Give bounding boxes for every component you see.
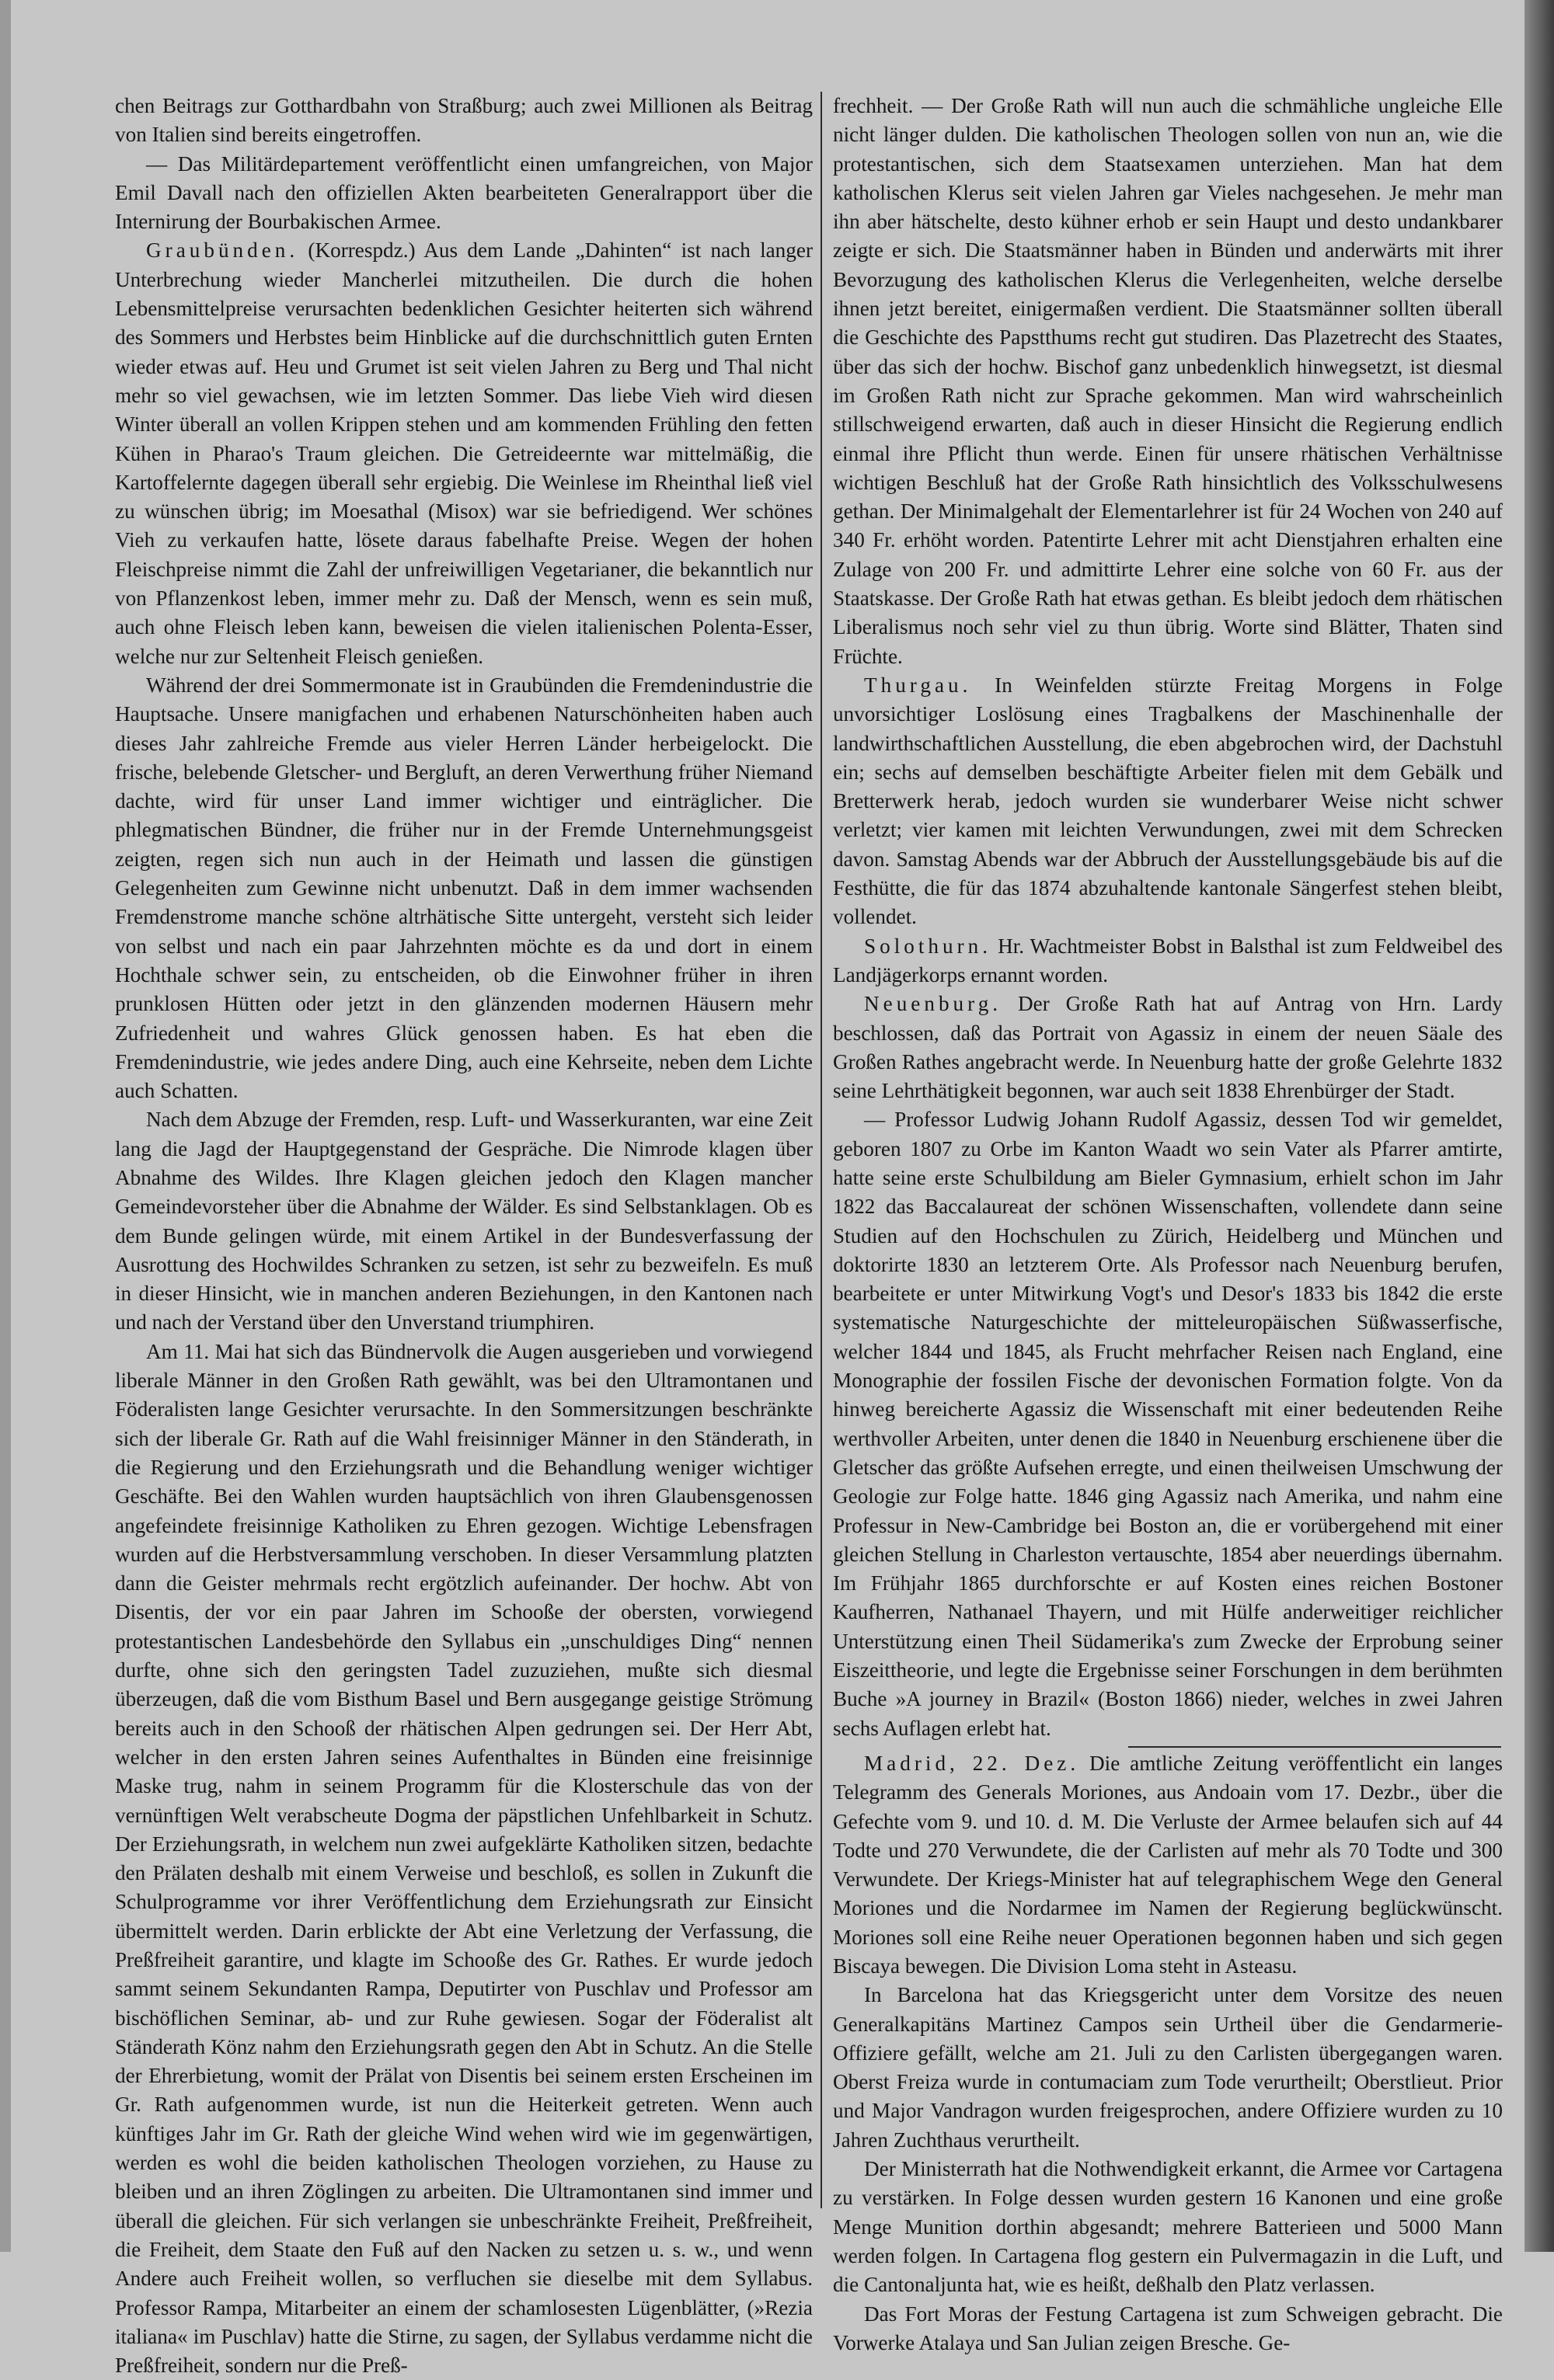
article-madrid — [833, 1749, 1503, 1981]
dateline: Solothurn. — [864, 934, 992, 958]
article-thurgau — [833, 671, 1503, 932]
page-edge-left — [0, 0, 11, 2252]
paragraph-militaerdepartement: — Das Militärdepartement veröffentlicht einen umfangreichen, von Major Emil Davall nach den offiziellen Akten bearbeiteten Generalrapport über die Internirung der Bourbakischen Armee. — [115, 151, 813, 234]
article-text: In Weinfelden stürzte Freitag Morgens in Folge unvorsichtiger Loslösung eines Tragbalkens der Maschinenhalle der landwirthschaftlichen Ausstellung, die eben abgebrochen wird, der Dachstuhl ein; sechs auf demselben beschäftigte Arbeiter fielen mit dem Gebälk und Bretterwerk herab, jedoch wurden sie wunderbarer Weise nicht schwer verletzt; vier kamen mit leichten Verwundungen, zwei mit dem Schrecken davon. Samstag Abends war der Abbruch der Ausstellungsgebäude bis auf die Festhütte, die für das 1874 abzuhaltende kantonale Sängerfest stehen bleibt, vollendet. — [833, 673, 1503, 929]
article-solothurn — [833, 932, 1503, 990]
dateline: Graubünden. — [146, 238, 299, 263]
article-graubuenden — [115, 236, 813, 670]
paragraph-grosser-rath: Am 11. Mai hat sich das Bündnervolk die Augen ausgerieben und vorwiegend liberale Männer in den Großen Rath gewählt, was bei den Ultramontanen und Föderalisten lange Gesichter verursachte. In den Sommersitzungen beschränkte sich der liberale Gr. Rath auf die Wahl freisinniger Männer in den Ständerath, in die Regierung und den Erziehungsrath und die Behandlung weniger wichtiger Geschäfte. Bei den Wahlen wurden hauptsächlich von ihren Glaubensgenossen angefeindete freisinnige Katholiken zu Ehren gezogen. Wichtige Lebensfragen wurden auf die Herbstversammlung verschoben. In dieser Versammlung platzten dann die Geister mehrmals recht ergötzlich aufeinander. Der hochw. Abt von Disentis, der vor ein paar Jahren im Schooße der obersten, vorwiegend protestantischen Landesbehörde den Syllabus ein „unschuldiges Ding“ nennen durfte, ohne sich den geringsten Tadel zuzuziehen, mußte sich diesmal überzeugen, daß die vom Bisthum Basel und Bern ausgegange geistige Strömung bereits auch in den Schooß der rhätischen Alpen gedrungen sei. Der Herr Abt, welcher in den ersten Jahren seines Aufenthaltes in Bünden eine freisinnige Maske trug, nahm in seinem Programm für die Klosterschule das von der vernünftigen Welt verabscheute Dogma der päpstlichen Unfehlbarkeit in Schutz. Der Erziehungsrath, in welchem nun zwei aufgeklärte Katholiken sitzen, bedachte den Prälaten deshalb mit einem Verweise und beschloß, es sollen in Zukunft die Schulprogramme vor ihrer Veröffentlichung dem Erziehungsrath zur Einsicht übermittelt werden. Darin erblickte der Abt eine Verletzung der Verfassung, die Preßfreiheit garantire, und klagte im Schooße des Gr. Rathes. Er wurde jedoch sammt seinem Sekundanten Rampa, Deputirter von Puschlav und Professor am bischöflichen Seminar, ab- und zur Ruhe gewiesen. Sogar der Föderalist alt Ständerath Könz nahm den Erziehungsrath gegen den Abt in Schutz. An die Stelle der Ehrerbietung, womit der Prälat von Disentis bei seinem ersten Erscheinen im Gr. Rath aufgenommen wurde, ist nun die Heiterkeit getreten. Wenn auch künftiges Jahr im Gr. Rath der gleiche Wind wehen wird wie im gegenwärtigen, werden es wohl die beiden katholischen Theologen vorziehen, zu Hause zu bleiben und an ihren Zöglingen zu arbeiten. Die Ultramontanen sind immer und überall die gleichen. Für sich verlangen sie unbeschränkte Freiheit, Preßfreiheit, die Freiheit, dem Staate den Fuß auf den Nacken zu setzen u. s. w., und wenn Andere auch Freiheit wollen, so verfluchen sie dieselbe mit dem Syllabus. Professor Rampa, Mitarbeiter an einem der schamlosesten Lügenblätter, (»Rezia italiana« im Puschlav) hatte die Stirne, zu sagen, der Syllabus verdamme nicht die Preßfreiheit, sondern nur die Preß- — [115, 1339, 813, 2378]
page-binding-edge — [1524, 0, 1554, 2252]
paragraph-jagd: Nach dem Abzuge der Fremden, resp. Luft- und Wasserkuranten, war eine Zeit lang die Jagd der Hauptgegenstand der Gespräche. Die Nimrode klagen über Abnahme des Wildes. Ihre Klagen gleichen jedoch den Klagen mancher Gemeindevorsteher über die Abnahme der Wälder. Es sind Selbstanklagen. Ob es dem Bunde gelingen würde, mit einem Artikel in der Bundesverfassung der Ausrottung des Hochwildes Schranken zu setzen, ist sehr zu bezweifeln. Es muß in dieser Hinsicht, wie in manchen anderen Beziehungen, in den Kantonen nach und nach der Verstand über den Unverstand triumphiren. — [115, 1108, 813, 1334]
article-text: Die amtliche Zeitung veröffentlicht ein langes Telegramm des Generals Moriones, aus Andoain vom 17. Dezbr., über die Gefechte vom 9. und 10. d. M. Die Verluste der Armee belaufen sich auf 44 Todte und 270 Verwundete, die der Carlisten auf mehr als 70 Todte und 300 Verwundete. Der Kriegs-Minister hat auf telegraphischem Wege den General Moriones und die Nordarmee im Namen der Regierung beglückwünscht. Moriones soll eine Reihe neuer Operationen begonnen haben und sich gegen Biscaya bewegen. Die Division Loma steht in Asteasu. — [833, 1751, 1503, 1978]
section-rule — [1128, 1746, 1501, 1748]
paragraph-agassiz: — Professor Ludwig Johann Rudolf Agassiz, dessen Tod wir gemeldet, geboren 1807 zu Orbe im Kanton Waadt wo sein Vater als Pfarrer amtirte, hatte seine erste Schulbildung am Bieler Gymnasium, erhielt schon im Jahr 1822 das Baccalaureat der schönen Wissenschaften, vollendete dann seine Studien auf den Hochschulen zu Zürich, Heidelberg und München und doktorirte 1830 an letzterem Orte. Als Professor nach Neuenburg berufen, bearbeitete er unter Mitwirkung Vogt's und Desor's 1833 bis 1842 die erste systematische Naturgeschichte der mitteleuropäischen Süßwasserfische, welcher 1844 und 1845, als Frucht mehrfacher Reisen nach England, eine Monographie der fossilen Fische der devonischen Formation folgte. Von da hinweg bereicherte Agassiz die Wissenschaft mit einer bedeutenden Reihe werthvoller Arbeiten, unter denen die 1840 in Neuenburg erschienene über die Gletscher das größte Aufsehen erregte, und einen theilweisen Umschwung der Geologie zur Folge hatte. 1846 ging Agassiz nach Amerika, und nahm eine Professur in New-Cambridge bei Boston an, die er vorübergehend mit einer gleichen Stellung in Charleston vertauschte, 1854 aber neuerdings übernahm. Im Frühjahr 1865 durchforschte er auf Kosten eines reichen Bostoner Kaufherren, Nathanael Thayern, und mit Hülfe anderweitiger reichlicher Unterstützung einen Theil Südamerika's zum Zwecke der Erprobung seiner Eiszeittheorie, und legte die Ergebnisse seiner Forschungen in dem berühmten Buche »A journey in Brazil« (Boston 1866) nieder, welches in zwei Jahren sechs Auflagen erlebt hat. — [833, 1108, 1503, 1740]
dateline: Neuenburg. — [864, 992, 1002, 1016]
column-divider — [821, 92, 822, 2208]
paragraph-fort-moras: Das Fort Moras der Festung Cartagena ist zum Schweigen gebracht. Die Vorwerke Atalaya und San Julian zeigen Bresche. Ge- — [833, 2302, 1503, 2354]
left-column — [115, 92, 813, 2380]
article-neuenburg — [833, 990, 1503, 1105]
paragraph-cartagena: Der Ministerrath hat die Nothwendigkeit erkannt, die Armee vor Cartagena zu verstärken. In Folge dessen wurden gestern 16 Kanonen und eine große Menge Munition dorthin abgesandt; mehrere Batterieen und 5000 Mann werden folgen. In Cartagena flog gestern ein Pulvermagazin in die Luft, und die Cantonaljunta hat, wie es heißt, deßhalb den Platz verlassen. — [833, 2157, 1503, 2297]
dateline: Thurgau. — [864, 673, 972, 697]
paragraph-continuation: frechheit. — Der Große Rath will nun auch die schmähliche ungleiche Elle nicht länger dulden. Die katholischen Theologen sollen von nun an, wie die protestantischen, sich dem Staatsexamen unterziehen. Man hat dem katholischen Klerus seit vielen Jahren gar Vieles nachgesehen. Je mehr man ihn aber hätschelte, desto kühner erhob er sein Haupt und desto undankbarer zeigte er sich. Die Staatsmänner haben in Bünden und anderwärts mit ihrer Bevorzugung des katholischen Klerus die Verlegenheiten, welche derselbe ihnen jetzt bereitet, einigermaßen verdient. Die Staatsmänner sollten überall die Geschichte des Papstthums recht gut studiren. Das Plazetrecht des Staates, über das sich der hochw. Bischof ganz unbedenklich hinwegsetzt, ist diesmal im Großen Rath nicht zur Sprache gekommen. Man wird wahrscheinlich stillschweigend erwarten, daß auch in dieser Hinsicht die Regierung endlich einmal ihre Pflicht thun werde. Einen für unsere rhätischen Verhältnisse wichtigen Beschluß hat der Große Rath hinsichtlich des Volksschulwesens gethan. Der Minimalgehalt der Elementarlehrer ist für 24 Wochen von 240 auf 340 Fr. erhöht worden. Patentirte Lehrer mit acht Dienstjahren erhalten eine Zulage von 200 Fr. und admittirte Lehrer eine solche von 60 Fr. aus der Staatskasse. Der Große Rath hat etwas gethan. Es bleibt jedoch dem rhätischen Liberalismus noch sehr viel zu thun übrig. Worte sind Blätter, Thaten sind Früchte. — [833, 94, 1503, 668]
paragraph-fremdenindustrie: Während der drei Sommermonate ist in Graubünden die Fremdenindustrie die Hauptsache. Unsere manigfachen und erhabenen Naturschönheiten haben auch dieses Jahr zahlreiche Fremde aus vieler Herren Länder herbeigelockt. Die frische, belebende Gletscher- und Bergluft, an deren Verwerthung früher Niemand dachte, wird für unser Land immer wichtiger und einträglicher. Die phlegmatischen Bündner, die früher nur in der Fremde Unternehmungsgeist zeigten, regen sich nun auch in der Heimath und lassen die günstigen Gelegenheiten zum Gewinne nicht unbenutzt. Daß in dem immer wachsenden Fremdenstrome manche schöne altrhätische Sitte untergeht, versteht sich leider von selbst und nach ein paar Jahrzehnten möchte es da und dort in einem Hochthale schwer sein, zu entscheiden, ob die Einwohner früher in ihren prunklosen Hütten oder jetzt in den glänzenden modernen Häusern mehr Zufriedenheit und wahres Glück genossen haben. Es hat eben die Fremdenindustrie, wie jedes andere Ding, auch eine Kehrseite, neben dem Lichte auch Schatten. — [115, 673, 813, 1103]
article-text: Der Große Rath hat auf Antrag von Hrn. Lardy beschlossen, daß das Portrait von Agassiz in einem der neuen Säale des Großen Rathes angebracht werde. In Neuenburg hatte der große Gelehrte 1832 seine Lehrthätigkeit begonnen, war auch seit 1838 Ehrenbürger der Stadt. — [833, 992, 1503, 1103]
article-text: (Korrespdz.) Aus dem Lande „Dahinten“ ist nach langer Unterbrechung wieder Mancherlei mitzutheilen. Die durch die hohen Lebensmittelpreise verursachten bedenklichen Gesichter heiterten sich während des Sommers und Herbstes beim Hinblicke auf die durchschnittlich guten Ernten wieder etwas auf. Heu und Grumet ist seit vielen Jahren zu Berg und Thal nicht mehr so viel gewachsen, wie im letzten Sommer. Das liebe Vieh wird diesen Winter überall an vollen Krippen stehen und am kommenden Frühling den fetten Kühen in Pharao's Traum gleichen. Die Getreideernte war mittelmäßig, die Kartoffelernte dagegen überall sehr ergiebig. Die Weinlese im Rheinthal ließ viel zu wünschen übrig; im Moesathal (Misox) war sie befriedigend. Wer schönes Vieh zu verkaufen hatte, lösete daraus fabelhafte Preise. Wegen der hohen Fleischpreise nimmt die Zahl der unfreiwilligen Vegetarianer, die bekanntlich nur von Pflanzenkost leben, immer mehr zu. Daß der Mensch, wenn es sein muß, auch ohne Fleisch leben kann, beweisen die vielen italienischen Polenta-Esser, welche nur zur Seltenheit Fleisch genießen. — [115, 238, 813, 668]
article-text: Hr. Wachtmeister Bobst in Balsthal ist zum Feldweibel des Landjägerkorps ernannt worden. — [833, 934, 1503, 986]
dateline: Madrid, 22. Dez. — [864, 1751, 1080, 1775]
paragraph-gotthardbahn: chen Beitrags zur Gotthardbahn von Straßburg; auch zwei Millionen als Beitrag von Italien sind bereits eingetroffen. — [115, 94, 813, 147]
paragraph-barcelona: In Barcelona hat das Kriegsgericht unter dem Vorsitze des neuen Generalkapitäns Martinez Campos sein Urtheil über die Gendarmerie-Offiziere gefällt, welche am 21. Juli zu den Carlisten übergegangen waren. Oberst Freiza wurde in contumaciam zum Tode verurtheilt; Oberstlieut. Prior und Major Vandragon wurden freigesprochen, andere Offiziere wurden zu 10 Jahren Zuchthaus verurtheilt. — [833, 1983, 1503, 2152]
right-column — [833, 92, 1503, 2357]
